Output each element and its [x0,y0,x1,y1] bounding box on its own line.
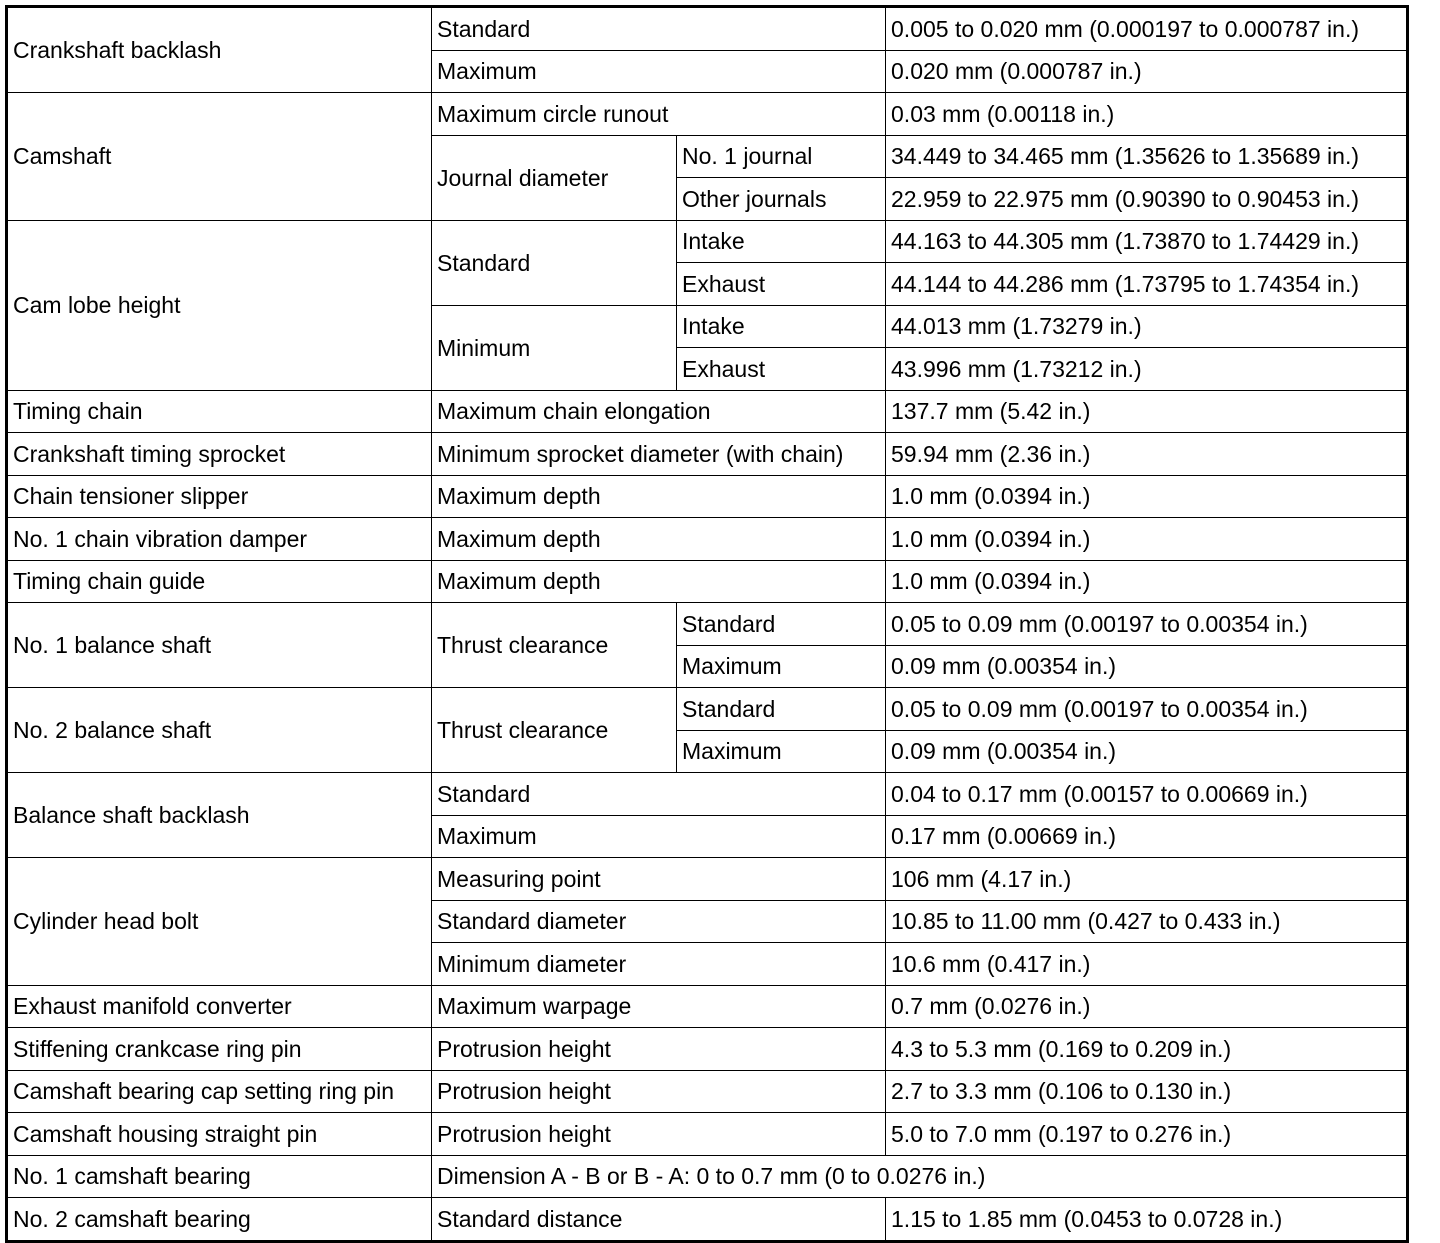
item-cell: Timing chain guide [7,560,432,603]
subcondition-cell: Standard [677,603,886,646]
table-row [7,93,1408,136]
item-cell: No. 1 chain vibration damper [7,518,432,561]
spec-value-cell: 0.09 mm (0.00354 in.) [886,645,1408,688]
subcondition-cell: Other journals [677,178,886,221]
condition-cell: Maximum [432,50,886,93]
spec-value-cell: 137.7 mm (5.42 in.) [886,390,1408,433]
item-cell: Camshaft [7,93,432,221]
spec-value-cell: 0.005 to 0.020 mm (0.000197 to 0.000787 in.) [886,7,1408,51]
spec-value-cell: 106 mm (4.17 in.) [886,858,1408,901]
spec-value-cell: 0.04 to 0.17 mm (0.00157 to 0.00669 in.) [886,773,1408,816]
table-row [7,1028,1408,1071]
spec-value-cell: 1.0 mm (0.0394 in.) [886,518,1408,561]
table-row [7,390,1408,433]
spec-value-cell: 34.449 to 34.465 mm (1.35626 to 1.35689 in.) [886,135,1408,178]
item-cell: No. 2 balance shaft [7,688,432,773]
spec-value-cell: 5.0 to 7.0 mm (0.197 to 0.276 in.) [886,1113,1408,1156]
condition-cell: Thrust clearance [432,688,677,773]
subcondition-cell: Intake [677,305,886,348]
table-row [7,985,1408,1028]
table-row [7,1155,1408,1198]
spec-value-cell: 2.7 to 3.3 mm (0.106 to 0.130 in.) [886,1070,1408,1113]
spec-value-cell: Dimension A - B or B - A: 0 to 0.7 mm (0 to 0.0276 in.) [432,1155,1408,1198]
condition-cell: Standard [432,220,677,305]
item-cell: Timing chain [7,390,432,433]
table-row [7,220,1408,263]
specification-table [5,5,1409,1243]
table-row [7,518,1408,561]
spec-value-cell: 59.94 mm (2.36 in.) [886,433,1408,476]
item-cell: Crankshaft backlash [7,7,432,93]
table-row [7,773,1408,816]
item-cell: No. 1 balance shaft [7,603,432,688]
subcondition-cell: Exhaust [677,348,886,391]
spec-value-cell: 10.6 mm (0.417 in.) [886,943,1408,986]
condition-cell: Maximum chain elongation [432,390,886,433]
spec-value-cell: 44.013 mm (1.73279 in.) [886,305,1408,348]
spec-value-cell: 0.05 to 0.09 mm (0.00197 to 0.00354 in.) [886,603,1408,646]
subcondition-cell: Maximum [677,645,886,688]
spec-value-cell: 1.15 to 1.85 mm (0.0453 to 0.0728 in.) [886,1198,1408,1242]
table-row [7,1198,1408,1242]
table-row [7,1070,1408,1113]
condition-cell: Protrusion height [432,1070,886,1113]
item-cell: Camshaft housing straight pin [7,1113,432,1156]
table-row [7,858,1408,901]
spec-value-cell: 44.144 to 44.286 mm (1.73795 to 1.74354 in.) [886,263,1408,306]
item-cell: Camshaft bearing cap setting ring pin [7,1070,432,1113]
subcondition-cell: Exhaust [677,263,886,306]
table-row [7,433,1408,476]
condition-cell: Protrusion height [432,1028,886,1071]
table-row [7,1113,1408,1156]
item-cell: Exhaust manifold converter [7,985,432,1028]
item-cell: No. 2 camshaft bearing [7,1198,432,1242]
subcondition-cell: No. 1 journal [677,135,886,178]
item-cell: No. 1 camshaft bearing [7,1155,432,1198]
table-row [7,7,1408,51]
item-cell: Cylinder head bolt [7,858,432,986]
condition-cell: Measuring point [432,858,886,901]
subcondition-cell: Maximum [677,730,886,773]
condition-cell: Standard diameter [432,900,886,943]
subcondition-cell: Intake [677,220,886,263]
condition-cell: Maximum [432,815,886,858]
condition-cell: Minimum [432,305,677,390]
item-cell: Balance shaft backlash [7,773,432,858]
subcondition-cell: Standard [677,688,886,731]
spec-value-cell: 4.3 to 5.3 mm (0.169 to 0.209 in.) [886,1028,1408,1071]
spec-value-cell: 44.163 to 44.305 mm (1.73870 to 1.74429 in.) [886,220,1408,263]
item-cell: Crankshaft timing sprocket [7,433,432,476]
condition-cell: Minimum sprocket diameter (with chain) [432,433,886,476]
spec-value-cell: 0.05 to 0.09 mm (0.00197 to 0.00354 in.) [886,688,1408,731]
condition-cell: Standard [432,773,886,816]
condition-cell: Minimum diameter [432,943,886,986]
spec-value-cell: 22.959 to 22.975 mm (0.90390 to 0.90453 in.) [886,178,1408,221]
item-cell: Stiffening crankcase ring pin [7,1028,432,1071]
spec-value-cell: 0.03 mm (0.00118 in.) [886,93,1408,136]
condition-cell: Maximum warpage [432,985,886,1028]
item-cell: Cam lobe height [7,220,432,390]
spec-value-cell: 1.0 mm (0.0394 in.) [886,475,1408,518]
condition-cell: Standard distance [432,1198,886,1242]
spec-value-cell: 0.020 mm (0.000787 in.) [886,50,1408,93]
table-row [7,603,1408,646]
condition-cell: Standard [432,7,886,51]
spec-value-cell: 0.7 mm (0.0276 in.) [886,985,1408,1028]
condition-cell: Maximum depth [432,518,886,561]
condition-cell: Maximum depth [432,475,886,518]
condition-cell: Protrusion height [432,1113,886,1156]
spec-value-cell: 0.09 mm (0.00354 in.) [886,730,1408,773]
table-row [7,475,1408,518]
spec-value-cell: 1.0 mm (0.0394 in.) [886,560,1408,603]
spec-value-cell: 43.996 mm (1.73212 in.) [886,348,1408,391]
spec-value-cell: 0.17 mm (0.00669 in.) [886,815,1408,858]
table-row [7,688,1408,731]
condition-cell: Journal diameter [432,135,677,220]
condition-cell: Maximum circle runout [432,93,886,136]
item-cell: Chain tensioner slipper [7,475,432,518]
condition-cell: Thrust clearance [432,603,677,688]
spec-value-cell: 10.85 to 11.00 mm (0.427 to 0.433 in.) [886,900,1408,943]
condition-cell: Maximum depth [432,560,886,603]
table-row [7,560,1408,603]
